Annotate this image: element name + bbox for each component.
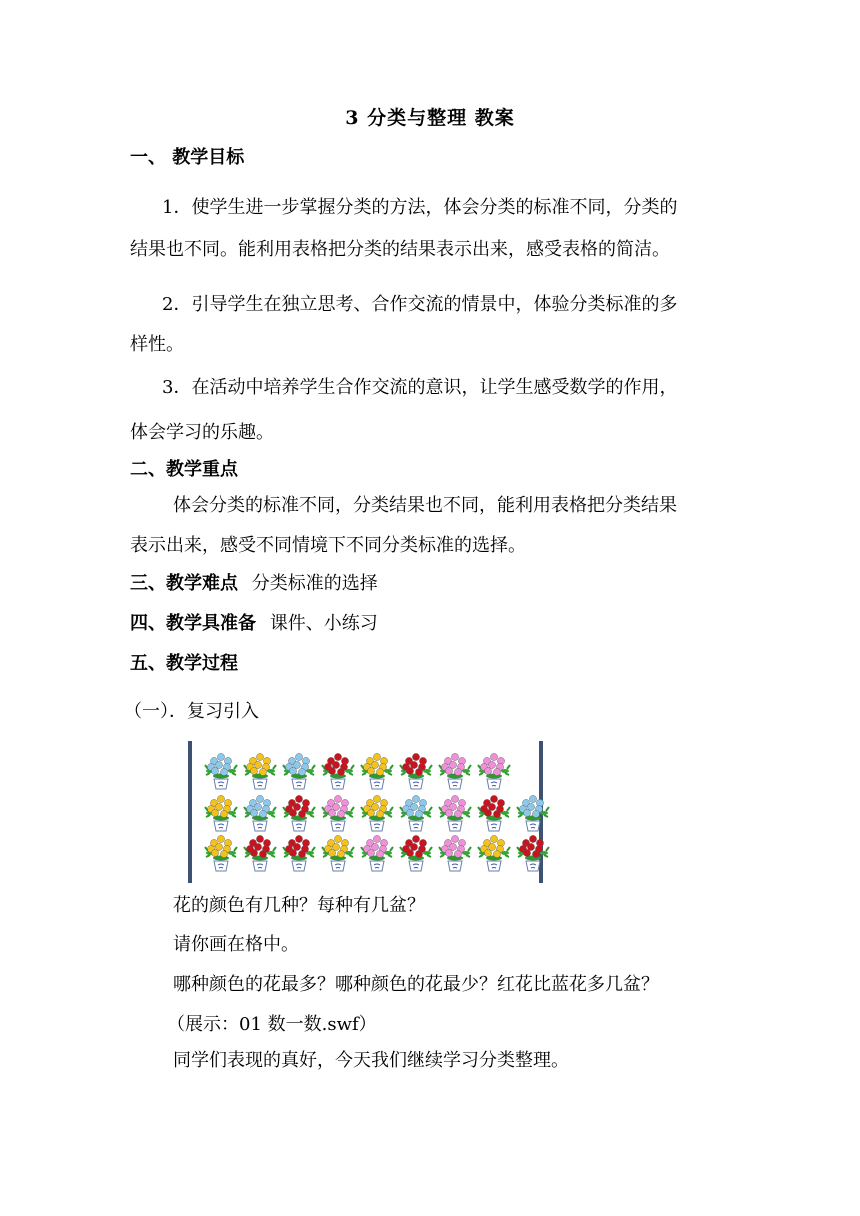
focus-line-2: 表示出来，感受不同情境下不同分类标准的选择。: [130, 535, 526, 556]
flower-pot-yellow: [475, 833, 513, 873]
flower-pot-red: [280, 833, 318, 873]
flower-pot-blue: [202, 751, 240, 791]
subsection-review: （一）．复习引入: [124, 701, 259, 722]
goal-3-line-1: 3．在活动中培养学生合作交流的意识，让学生感受数学的作用，: [162, 377, 678, 398]
goal-3-line-2: 体会学习的乐趣。: [130, 422, 274, 443]
question-1: 花的颜色有几种？每种有几盆？: [173, 895, 425, 916]
section-materials: [130, 611, 378, 637]
media-note: （展示：01 数一数.swf）: [167, 1014, 377, 1035]
goal-2-line-2: 样性。: [130, 334, 184, 355]
flower-pot-red: [397, 751, 435, 791]
flower-pot-red: [514, 833, 552, 873]
flower-pot-pink: [475, 751, 513, 791]
flower-pot-yellow: [358, 751, 396, 791]
difficulty-text: 分类标准的选择: [251, 573, 378, 594]
flower-pot-blue: [280, 751, 318, 791]
flower-pot-yellow: [202, 833, 240, 873]
flower-pot-red: [319, 751, 357, 791]
materials-text: 课件、小练习: [269, 613, 378, 634]
flower-pot-blue: [241, 793, 279, 833]
closing-remark: 同学们表现的真好，今天我们继续学习分类整理。: [173, 1050, 569, 1071]
question-3: 哪种颜色的花最多？哪种颜色的花最少？红花比蓝花多几盆？: [173, 974, 659, 995]
focus-line-1: 体会分类的标准不同，分类结果也不同，能利用表格把分类结果: [173, 495, 677, 516]
flower-pot-pink: [436, 751, 474, 791]
goal-1-line-1: 1．使学生进一步掌握分类的方法，体会分类的标准不同，分类的: [162, 197, 678, 218]
goal-2-line-1: 2．引导学生在独立思考、合作交流的情景中，体验分类标准的多: [162, 294, 678, 315]
section-heading-process: 五、教学过程: [130, 653, 238, 674]
section-heading-focus: 二、教学重点: [130, 459, 238, 480]
flower-pot-pink: [436, 793, 474, 833]
section-heading-difficulty: 三、教学难点: [130, 573, 238, 594]
flower-pot-blue: [514, 793, 552, 833]
flower-pot-yellow: [241, 751, 279, 791]
flower-pot-red: [241, 833, 279, 873]
flower-pot-yellow: [319, 833, 357, 873]
flower-pot-red: [280, 793, 318, 833]
flower-pot-yellow: [202, 793, 240, 833]
section-heading-materials: 四、教学具准备: [130, 613, 256, 634]
flower-pot-pink: [319, 793, 357, 833]
flower-pot-red: [475, 793, 513, 833]
flower-pot-red: [397, 833, 435, 873]
flower-pots-image: [188, 741, 543, 883]
flower-pot-blue: [397, 793, 435, 833]
section-difficulty: [130, 571, 378, 597]
goal-1-line-2: 结果也不同。能利用表格把分类的结果表示出来，感受表格的简洁。: [130, 239, 670, 260]
question-2: 请你画在格中。: [173, 934, 299, 955]
flower-pot-yellow: [358, 793, 396, 833]
flower-pot-pink: [436, 833, 474, 873]
section-heading-goals: 一、 教学目标: [130, 147, 245, 168]
flower-pot-pink: [358, 833, 396, 873]
page-title: 3 分类与整理 教案: [345, 107, 515, 129]
